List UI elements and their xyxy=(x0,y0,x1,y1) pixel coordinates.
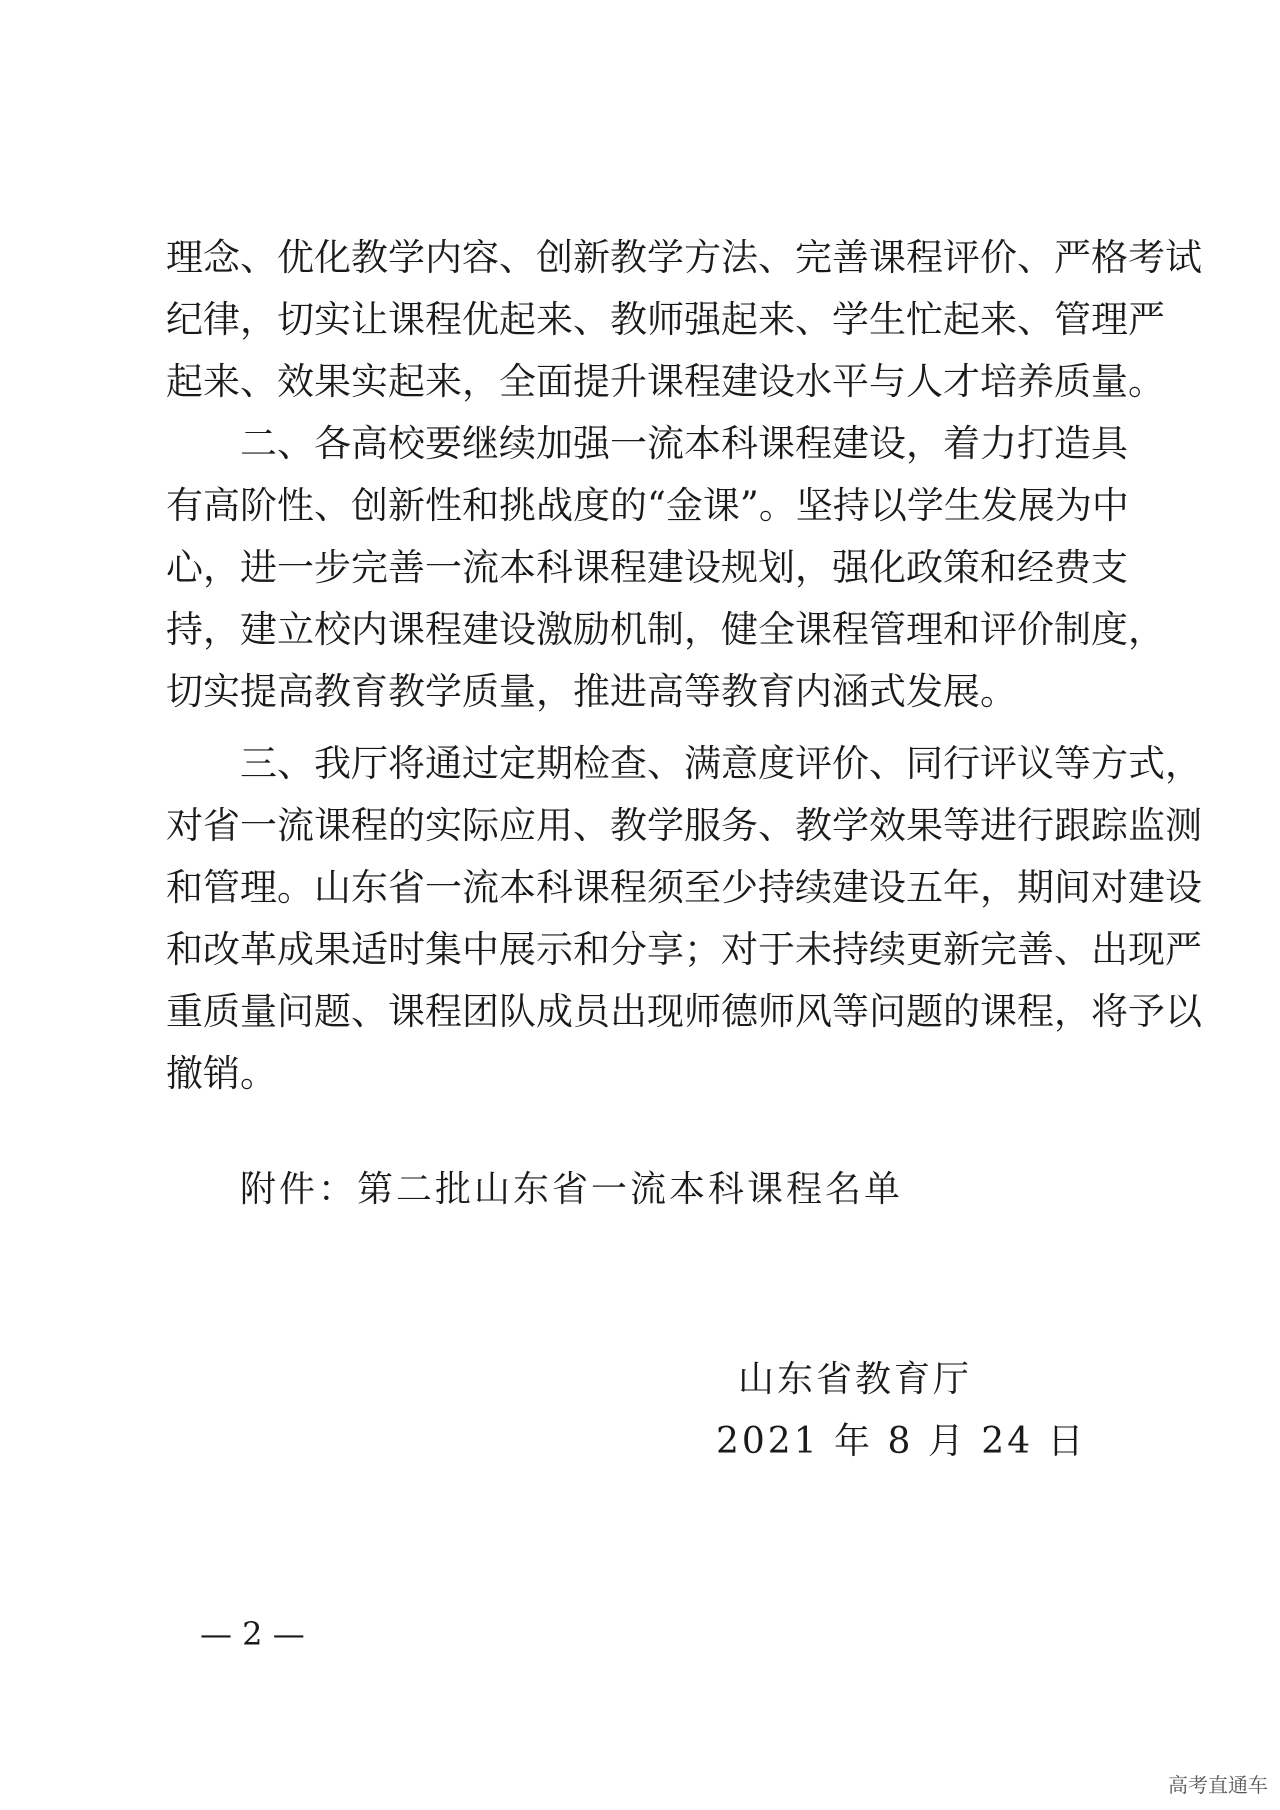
body-line-9: 三、我厅将通过定期检查、满意度评价、同行评议等方式， xyxy=(240,742,1202,785)
body-line-6: 心，进一步完善一流本科课程建设规划，强化政策和经费支 xyxy=(166,546,1128,589)
body-line-4: 二、各高校要继续加强一流本科课程建设，着力打造具 xyxy=(240,422,1128,465)
body-line-7: 持，建立校内课程建设激励机制，健全课程管理和评价制度， xyxy=(166,608,1165,651)
body-line-10: 对省一流课程的实际应用、教学服务、教学效果等进行跟踪监测 xyxy=(166,804,1202,847)
body-line-8: 切实提高教育教学质量，推进高等教育内涵式发展。 xyxy=(166,670,1017,713)
body-line-2: 纪律，切实让课程优起来、教师强起来、学生忙起来、管理严 xyxy=(166,298,1165,341)
body-line-3: 起来、效果实起来，全面提升课程建设水平与人才培养质量。 xyxy=(166,360,1165,403)
body-line-13: 重质量问题、课程团队成员出现师德师风等问题的课程，将予以 xyxy=(166,990,1202,1033)
watermark: 高考直通车 xyxy=(1168,1773,1268,1797)
signature-organization: 山东省教育厅 xyxy=(738,1359,973,1400)
signature-date: 2021 年 8 月 24 日 xyxy=(716,1421,1087,1462)
page-number: — 2 — xyxy=(200,1615,305,1653)
attachment-note: 附件：第二批山东省一流本科课程名单 xyxy=(240,1169,904,1210)
body-line-5: 有高阶性、创新性和挑战度的“金课”。坚持以学生发展为中 xyxy=(166,484,1129,527)
body-line-12: 和改革成果适时集中展示和分享；对于未持续更新完善、出现严 xyxy=(166,928,1202,971)
body-line-1: 理念、优化教学内容、创新教学方法、完善课程评价、严格考试 xyxy=(166,236,1202,279)
body-line-11: 和管理。山东省一流本科课程须至少持续建设五年，期间对建设 xyxy=(166,866,1202,909)
body-line-14: 撤销。 xyxy=(166,1052,277,1095)
